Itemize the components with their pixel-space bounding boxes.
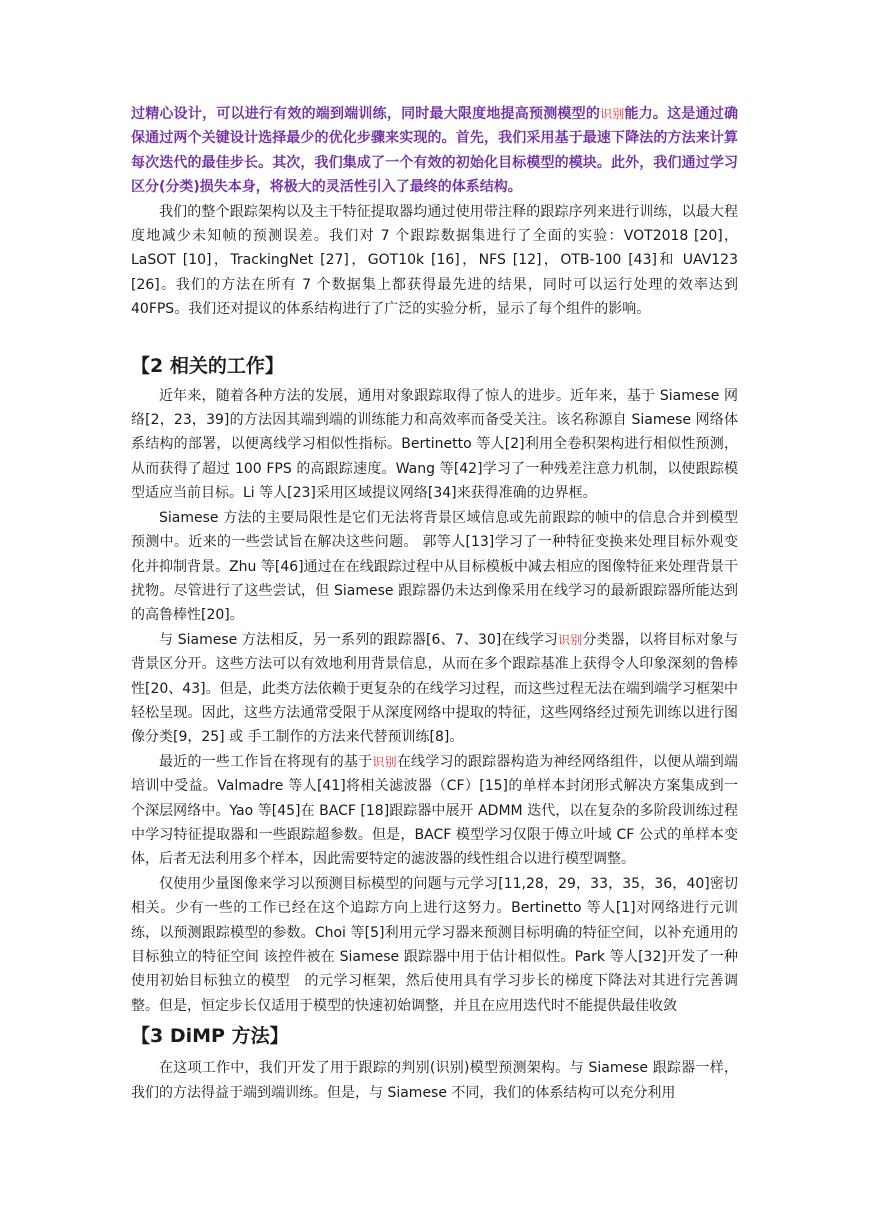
text-run: 仅使用少量图像来学习以预测目标模型的问题与元学习[11,28，29，33，35，36，40]密切相关。少有一些的工作已经在这个追踪方向上进行这努力。Bertinetto 等人[1]对网络进行元训练，以预测跟踪模型的参数。Choi 等[5]利用元学习器来预测目标明确的特征空间，以补充通用的目标独立的特征空间 该控件被在 Siamese 跟踪器中用于估计相似性。Park 等人[32]开发了一种使用初始目标独立的模型 的元学习框架，然后使用具有学习步长的梯度下降法对其进行完善调整。但是，恒定步长仅适用于模型的快速初始调整，并且在应用迭代时不能提供最佳收敛 [131, 875, 738, 1014]
section-2-paragraph-2 [131, 506, 738, 628]
text-run: 我们的整个跟踪架构以及主干特征提取器均通过使用带注释的跟踪序列来进行训练，以最大程度地减少未知帧的预测误差。我们对 7 个跟踪数据集进行了全面的实验：VOT2018 [20]，LaSOT [10]，TrackingNet [27]，GOT10k [16]，NFS [12]，OTB-100 [43]和 UAV123 [26]。我们的方法在所有 7 个数据集上都获得最先进的结果，同时可以运行处理的效率达到 40FPS。我们还对提议的体系结构进行了广泛的实验分析，显示了每个组件的影响。 [131, 203, 738, 318]
section-2-paragraph-4 [131, 750, 738, 872]
emphasized-text: 能力。这是通过确保通过两个关键设计选择最少的优化步骤来实现的。首先，我们采用基于最速下降法的方法来计算每次迭代的最佳步长。其次，我们集成了一个有效的初始化目标模型的模块。此外，我们通过学习区分(分类)损失本身，将极大的灵活性引入了最终的体系结构。 [131, 106, 738, 196]
section-2-heading: 【2 相关的工作】 [131, 354, 284, 377]
text-run: 分类器，以将目标对象与背景区分开。这些方法可以有效地利用背景信息，从而在多个跟踪基准上获得令人印象深刻的鲁棒性[20、43]。但是，此类方法依赖于更复杂的在线学习过程，而这些过程无法在端到端学习框架中轻松呈现。因此，这些方法通常受限于从深度网络中提取的特征，这些网络经过预先训练以进行图像分类[9，25] 或 手工制作的方法来代替预训练[8]。 [131, 631, 738, 746]
document-page [131, 102, 738, 1105]
text-run: Siamese 方法的主要局限性是它们无法将背景区域信息或先前跟踪的帧中的信息合并到模型预测中。近来的一些尝试旨在解决这些问题。 郭等人[13]学习了一种特征变换来处理目标外观变化并抑制背景。Zhu 等[46]通过在在线跟踪过程中从目标模板中减去相应的图像特征来处理背景干扰物。尽管进行了这些尝试，但 Siamese 跟踪器仍未达到像采用在线学习的最新跟踪器所能达到的高鲁棒性[20]。 [131, 509, 738, 624]
section-2-paragraph-3 [131, 628, 738, 750]
highlight-term: 识别 [372, 754, 397, 769]
highlight-term: 识别 [600, 107, 625, 121]
highlight-term: 识别 [558, 632, 583, 647]
emphasized-text: 过精心设计，可以进行有效的端到端训练，同时最大限度地提高预测模型的 [131, 106, 601, 122]
section-2-paragraph-1 [131, 384, 738, 506]
section-3-heading: 【3 DiMP 方法】 [131, 1025, 289, 1048]
section-2-paragraph-5 [131, 872, 738, 1018]
text-run: 与 Siamese 方法相反，另一系列的跟踪器[6、7、30]在线学习 [159, 631, 559, 648]
section-3-paragraph-1 [131, 1056, 738, 1105]
text-run: 近年来，随着各种方法的发展，通用对象跟踪取得了惊人的进步。近年来，基于 Siamese 网络[2，23，39]的方法因其端到端的训练能力和高效率而备受关注。该名称源自 Siamese 网络体系结构的部署，以便离线学习相似性指标。Bertinetto 等人[2]利用全卷积架构进行相似性预测，从而获得了超过 100 FPS 的高跟踪速度。Wang 等[42]学习了一种残差注意力机制，以使跟踪模型适应当前目标。Li 等人[23]采用区域提议网络[34]来获得准确的边界框。 [131, 387, 738, 502]
intro-paragraph-2 [131, 200, 738, 322]
intro-paragraph-1 [131, 102, 738, 200]
text-run: 最近的一些工作旨在将现有的基于 [159, 753, 373, 770]
text-run: 在线学习的跟踪器构造为神经网络组件，以便从端到端培训中受益。Valmadre 等人[41]将相关滤波器（CF）[15]的单样本封闭形式解决方案集成到一个深层网络中。Yao 等[45]在 BACF [18]跟踪器中展开 ADMM 迭代，以在复杂的多阶段训练过程中学习特征提取器和一些跟踪超参数。但是，BACF 模型学习仅限于傅立叶域 CF 公式的单样本变体，后者无法利用多个样本，因此需要特定的滤波器的线性组合以进行模型调整。 [131, 753, 738, 868]
text-run: 在这项工作中，我们开发了用于跟踪的判别(识别)模型预测架构。与 Siamese 跟踪器一样，我们的方法得益于端到端训练。但是，与 Siamese 不同，我们的体系结构可以充分利用 [131, 1060, 738, 1101]
